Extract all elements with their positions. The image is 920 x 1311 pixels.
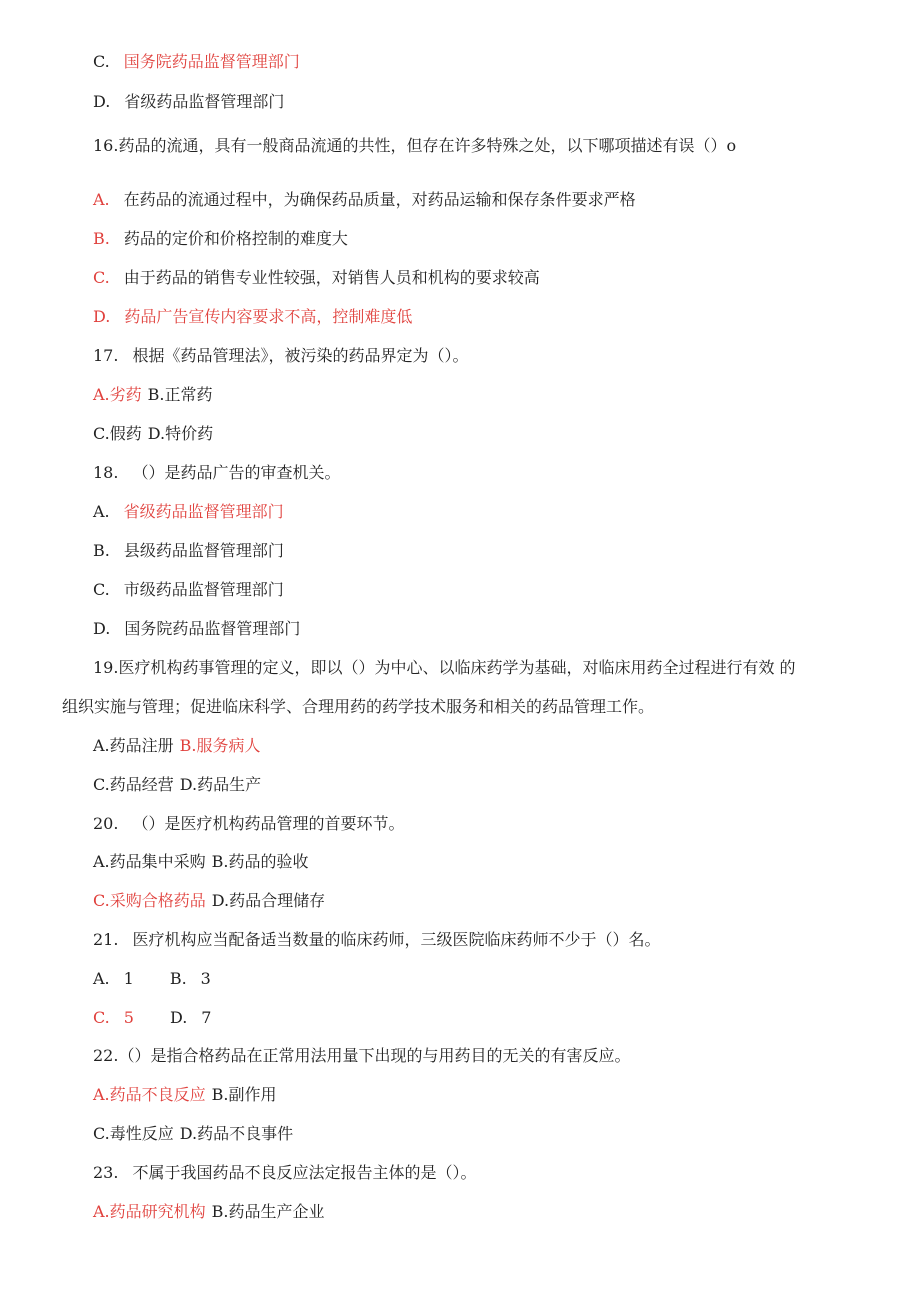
option-a: A.药品集中采购 bbox=[93, 852, 206, 871]
q16-stem bbox=[93, 136, 736, 156]
question-text: 16.药品的流通，具有一般商品流通的共性，但存在许多特殊之处，以下哪项描述有误（）o bbox=[93, 136, 737, 155]
question-number: 23. bbox=[93, 1163, 119, 1182]
q18-option-b bbox=[93, 541, 284, 561]
question-number: 20. bbox=[93, 814, 119, 833]
q21-stem bbox=[93, 930, 660, 950]
q18-option-c bbox=[93, 580, 284, 600]
option-b-answer: B.服务病人 bbox=[179, 736, 261, 755]
option-label: C. bbox=[93, 268, 110, 287]
option-label-answer: C. bbox=[93, 1008, 110, 1027]
option-label: D. bbox=[93, 619, 111, 638]
q16-option-a bbox=[93, 190, 636, 210]
q15-option-d bbox=[93, 92, 284, 112]
q19-stem-line-1 bbox=[93, 658, 865, 678]
question-text: 组织实施与管理；促进临床科学、合理用药的药学技术服务和相关的药品管理工作。 bbox=[62, 697, 655, 716]
q16-option-c bbox=[93, 268, 540, 288]
question-text: 不属于我国药品不良反应法定报告主体的是（）。 bbox=[132, 1163, 477, 1182]
option-c-answer: 5 bbox=[123, 1008, 134, 1027]
option-label: B. bbox=[169, 969, 187, 988]
option-label: D. bbox=[93, 92, 111, 111]
option-a-answer: A.药品研究机构 bbox=[93, 1202, 206, 1221]
q17-options-ab bbox=[93, 385, 213, 405]
option-text-answer: 药品广告宣传内容要求不高，控制难度低 bbox=[124, 307, 413, 326]
q17-stem bbox=[93, 346, 468, 366]
question-text: （）是医疗机构药品管理的首要环节。 bbox=[132, 814, 405, 833]
option-b: B.药品的验收 bbox=[211, 852, 309, 871]
option-d: D.药品生产 bbox=[179, 775, 262, 794]
option-a-answer: A.劣药 bbox=[93, 385, 142, 404]
option-d: 7 bbox=[201, 1008, 212, 1027]
option-b: B.正常药 bbox=[147, 385, 213, 404]
option-text: 药品的定价和价格控制的难度大 bbox=[123, 229, 348, 248]
option-label: C. bbox=[93, 580, 110, 599]
option-a: A.药品注册 bbox=[93, 736, 174, 755]
option-b: B.药品生产企业 bbox=[211, 1202, 325, 1221]
option-b: 3 bbox=[200, 969, 211, 988]
q15-option-c bbox=[93, 52, 300, 72]
option-label: C. bbox=[93, 52, 110, 71]
q20-options-cd bbox=[93, 891, 325, 911]
option-text: 市级药品监督管理部门 bbox=[123, 580, 284, 599]
option-d: D.药品不良事件 bbox=[179, 1124, 294, 1143]
option-c: C.假药 bbox=[93, 424, 142, 443]
question-text: 22.（）是指合格药品在正常用法用量下出现的与用药目的无关的有害反应。 bbox=[93, 1046, 631, 1065]
option-label: B. bbox=[93, 541, 110, 560]
q19-options-ab bbox=[93, 736, 261, 756]
question-text: （）是药品广告的审查机关。 bbox=[132, 463, 341, 482]
option-label: D. bbox=[93, 307, 111, 326]
q21-options-cd bbox=[93, 1008, 211, 1028]
option-a-answer: A.药品不良反应 bbox=[93, 1085, 206, 1104]
option-text: 在药品的流通过程中，为确保药品质量，对药品运输和保存条件要求严格 bbox=[123, 190, 636, 209]
q18-option-a bbox=[93, 502, 284, 522]
option-label: A. bbox=[93, 502, 110, 521]
option-text-answer: 省级药品监督管理部门 bbox=[123, 502, 284, 521]
q16-option-d bbox=[93, 307, 412, 327]
q16-option-b bbox=[93, 229, 348, 249]
q20-options-ab bbox=[93, 852, 309, 872]
option-text: 县级药品监督管理部门 bbox=[123, 541, 284, 560]
option-d: D.特价药 bbox=[147, 424, 214, 443]
q22-options-ab bbox=[93, 1085, 277, 1105]
question-number: 18. bbox=[93, 463, 119, 482]
option-c: C.毒性反应 bbox=[93, 1124, 174, 1143]
q19-options-cd bbox=[93, 775, 261, 795]
option-label: D. bbox=[169, 1008, 188, 1027]
q18-option-d bbox=[93, 619, 300, 639]
option-text: 省级药品监督管理部门 bbox=[124, 92, 285, 111]
q22-stem bbox=[93, 1046, 630, 1066]
option-text: 由于药品的销售专业性较强，对销售人员和机构的要求较高 bbox=[123, 268, 540, 287]
option-text: 国务院药品监督管理部门 bbox=[124, 619, 301, 638]
q22-options-cd bbox=[93, 1124, 293, 1144]
option-c-answer: C.采购合格药品 bbox=[93, 891, 206, 910]
question-number: 17. bbox=[93, 346, 119, 365]
option-d: D.药品合理储存 bbox=[211, 891, 326, 910]
option-label: A. bbox=[93, 969, 110, 988]
option-c: C.药品经营 bbox=[93, 775, 174, 794]
option-text-answer: 国务院药品监督管理部门 bbox=[123, 52, 300, 71]
option-label: B. bbox=[93, 229, 110, 248]
option-a: 1 bbox=[123, 969, 134, 988]
option-b: B.副作用 bbox=[211, 1085, 277, 1104]
q17-options-cd bbox=[93, 424, 213, 444]
question-text: 根据《药品管理法》，被污染的药品界定为（）。 bbox=[132, 346, 469, 365]
q19-stem-line-2 bbox=[62, 697, 654, 717]
q20-stem bbox=[93, 814, 404, 834]
question-text: 医疗机构应当配备适当数量的临床药师，三级医院临床药师不少于（）名。 bbox=[132, 930, 661, 949]
q23-stem bbox=[93, 1163, 476, 1183]
question-number: 21. bbox=[93, 930, 119, 949]
q18-stem bbox=[93, 463, 340, 483]
option-label: A. bbox=[93, 190, 110, 209]
question-text: 19.医疗机构药事管理的定义，即以（）为中心、以临床药学为基础，对临床用药全过程进行有效 的 bbox=[93, 658, 796, 677]
q21-options-ab bbox=[93, 969, 211, 989]
q23-options-ab bbox=[93, 1202, 325, 1222]
